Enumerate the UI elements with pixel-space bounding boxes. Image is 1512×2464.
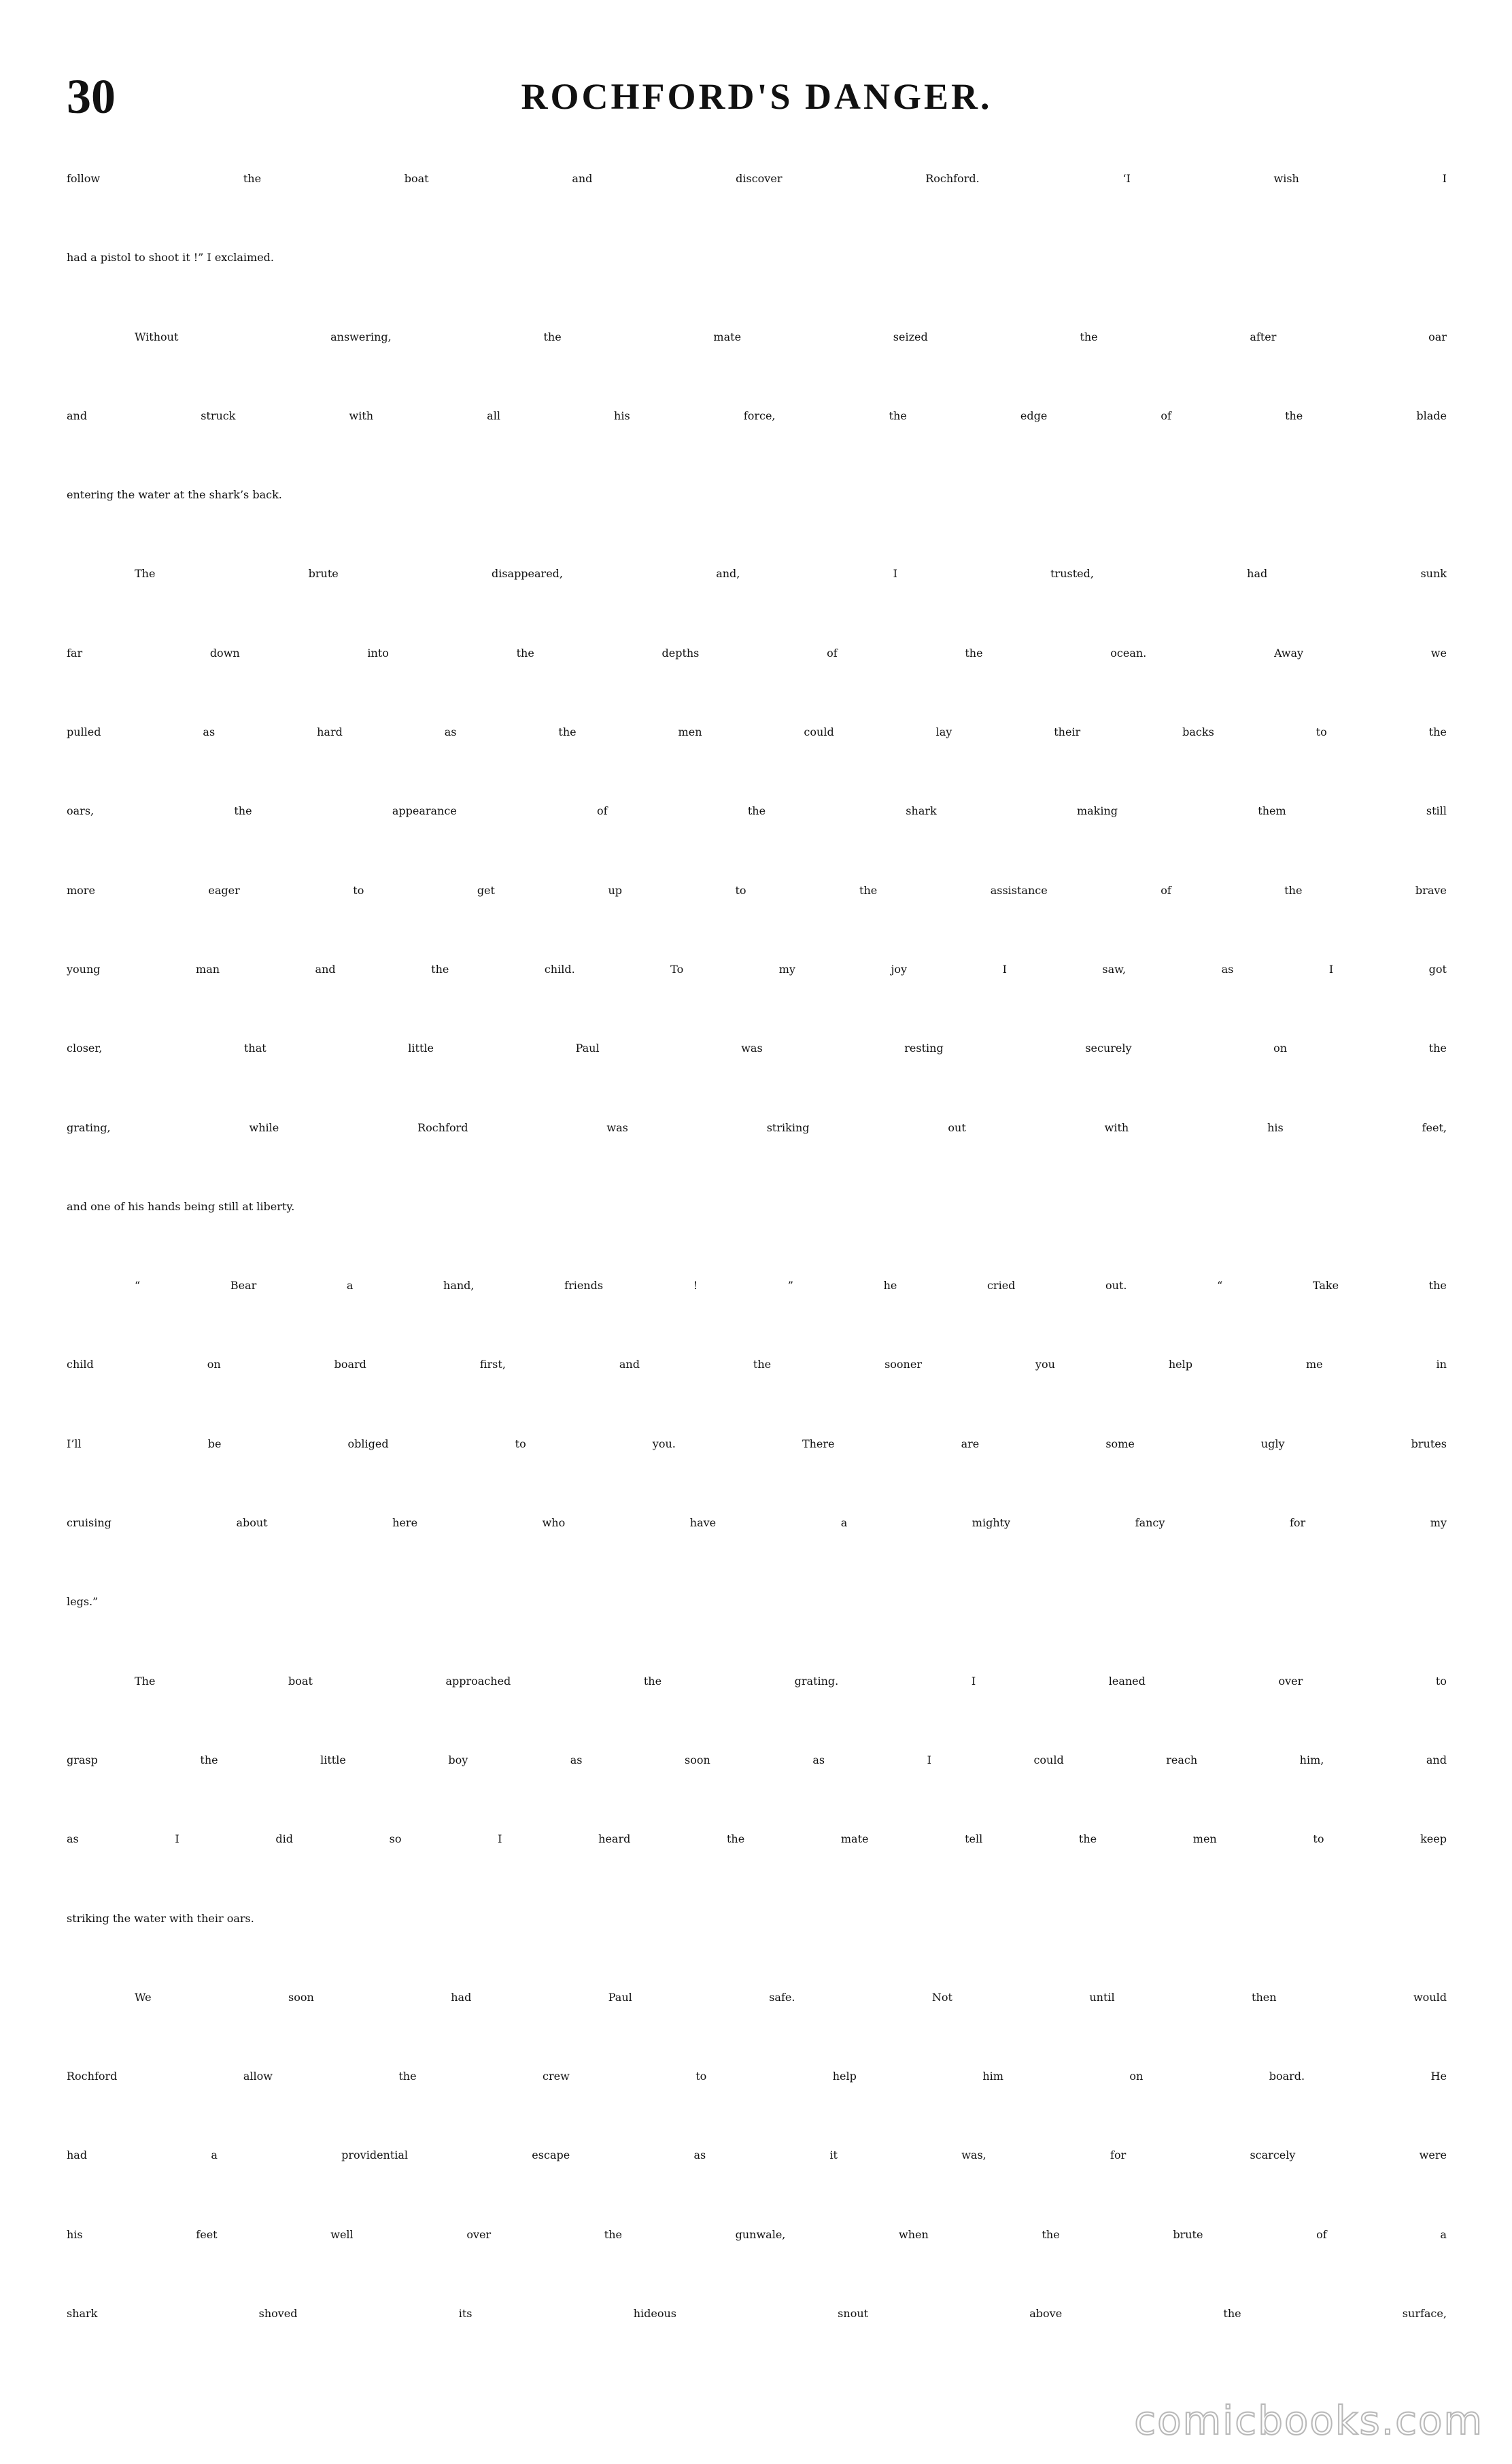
page-header bbox=[67, 63, 1447, 131]
text-line: more eager to get up to the assistance of the brave bbox=[67, 883, 1447, 897]
text-line: had a pistol to shoot it !” I exclaimed. bbox=[67, 251, 275, 264]
paragraph-4 bbox=[67, 1279, 1447, 1674]
text-line: Without answering, the mate seized the after oar bbox=[135, 330, 1447, 343]
text-line: follow the boat and discover Rochford. ‘I wish I bbox=[67, 172, 1447, 185]
running-head: ROCHFORD'S DANGER. bbox=[521, 76, 993, 117]
body-text bbox=[67, 172, 1447, 2386]
text-line: striking the water with their oars. bbox=[67, 1911, 254, 1925]
text-line: child on board first, and the sooner you help me in bbox=[67, 1358, 1447, 1371]
paragraph-5 bbox=[67, 1675, 1447, 1991]
text-line: shark shoved its hideous snout above the surface, bbox=[67, 2307, 1447, 2321]
text-line: “ Bear a hand, friends ! ” he cried out. “ Take the bbox=[135, 1279, 1447, 1293]
text-line: grating, while Rochford was striking out with his feet, bbox=[67, 1120, 1447, 1134]
text-line: entering the water at the shark’s back. bbox=[67, 488, 282, 502]
paragraph-2 bbox=[67, 330, 1447, 568]
text-line: Rochford allow the crew to help him on board. He bbox=[67, 2070, 1447, 2083]
watermark: comicbooks.com bbox=[1134, 2397, 1483, 2444]
text-line: I’ll be obliged to you. There are some ugly brutes bbox=[67, 1437, 1447, 1450]
text-line: pulled as hard as the men could lay their backs to the bbox=[67, 725, 1447, 739]
paragraph-3 bbox=[67, 567, 1447, 1279]
text-line: and one of his hands being still at liberty. bbox=[67, 1199, 295, 1213]
text-line: The brute disappeared, and, I trusted, had sunk bbox=[135, 567, 1447, 581]
text-line: as I did so I heard the mate tell the men to keep bbox=[67, 1832, 1447, 1846]
paragraph-1 bbox=[67, 172, 1447, 330]
text-line: We soon had Paul safe. Not until then would bbox=[135, 1990, 1447, 2004]
paragraph-6 bbox=[67, 1991, 1447, 2386]
page-number: 30 bbox=[67, 69, 116, 124]
text-line: closer, that little Paul was resting securely on the bbox=[67, 1042, 1447, 1055]
text-line: cruising about here who have a mighty fancy for my bbox=[67, 1516, 1447, 1530]
text-line: grasp the little boy as soon as I could reach him, and bbox=[67, 1753, 1447, 1766]
text-line: had a providential escape as it was, for scarcely were bbox=[67, 2149, 1447, 2162]
text-line: legs.” bbox=[67, 1595, 99, 1609]
text-line: young man and the child. To my joy I saw, as I got bbox=[67, 962, 1447, 976]
text-line: far down into the depths of the ocean. Away we bbox=[67, 646, 1447, 660]
text-line: his feet well over the gunwale, when the brute of a bbox=[67, 2227, 1447, 2241]
text-line: and struck with all his force, the edge of the blade bbox=[67, 409, 1447, 422]
text-line: oars, the appearance of the shark making them still bbox=[67, 804, 1447, 818]
text-line: The boat approached the grating. I leaned over to bbox=[135, 1674, 1447, 1688]
